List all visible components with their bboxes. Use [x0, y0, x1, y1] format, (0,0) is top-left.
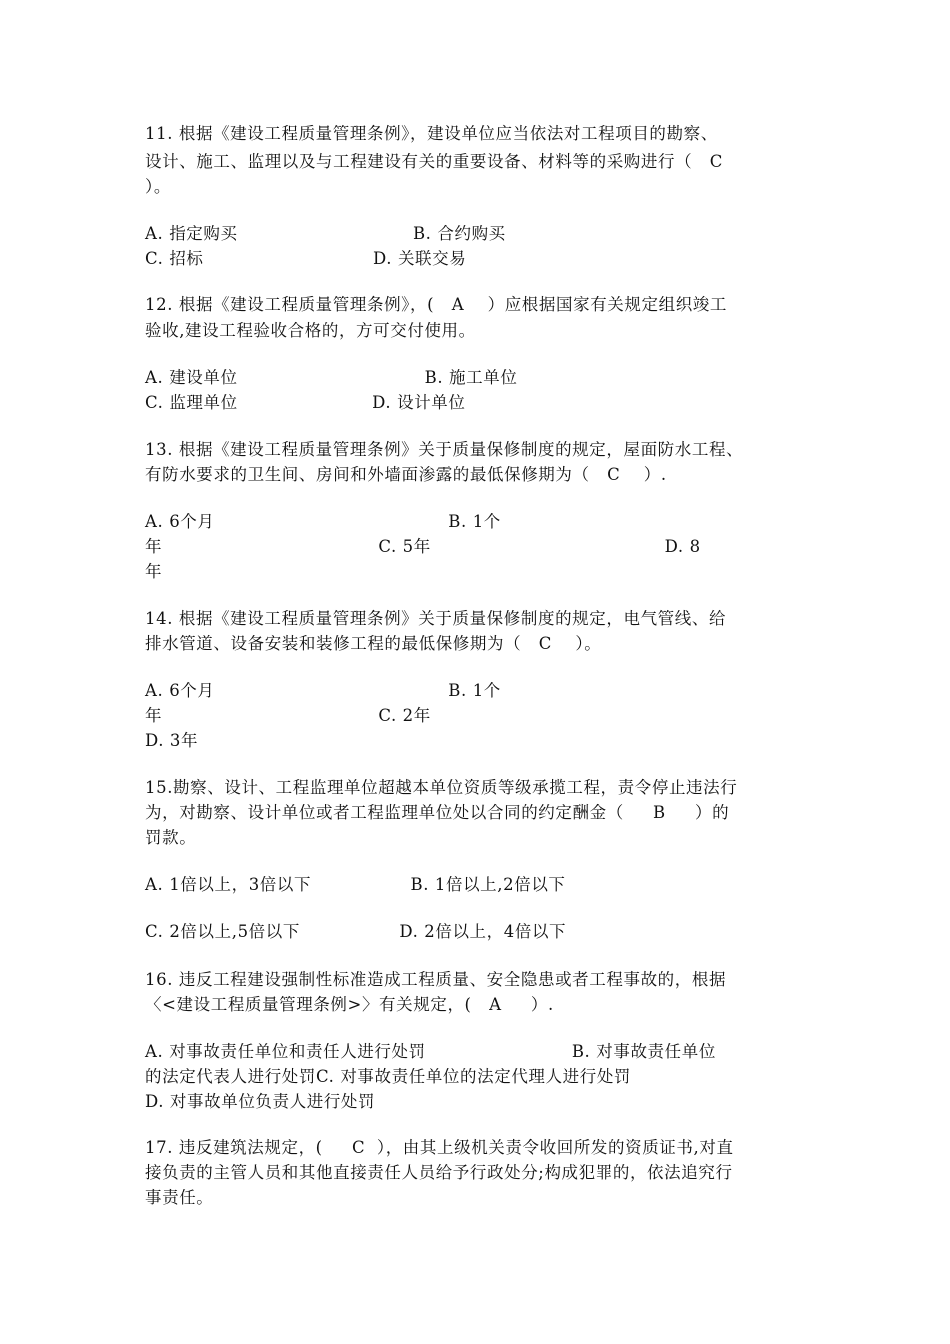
option-line: 年 C. 2年: [145, 706, 431, 725]
option-line: 的法定代表人进行处罚C. 对事故责任单位的法定代理人进行处罚: [145, 1067, 632, 1086]
option-line: A. 指定购买 B. 合约购买: [145, 224, 506, 243]
question-text-line: 15.勘察、设计、工程监理单位超越本单位资质等级承揽工程，责令停止违法行: [145, 778, 738, 797]
question-text-line: 13. 根据《建设工程质量管理条例》关于质量保修制度的规定，屋面防水工程、: [145, 440, 744, 459]
question-text-line: 14. 根据《建设工程质量管理条例》关于质量保修制度的规定，电气管线、给: [145, 609, 727, 628]
option-line: 年 C. 5年 D. 8: [145, 537, 701, 556]
question-text-line: ）。: [145, 177, 171, 196]
question-text-line: 〈<建设工程质量管理条例>〉有关规定，( A ）.: [145, 995, 554, 1014]
option-line: A. 建设单位 B. 施工单位: [145, 368, 518, 387]
option-line: 年: [145, 562, 163, 581]
option-line: C. 2倍以上,5倍以下 D. 2倍以上，4倍以下: [145, 922, 567, 941]
question-text-line: 罚款。: [145, 828, 197, 847]
question-text-line: 验收,建设工程验收合格的，方可交付使用。: [145, 321, 476, 340]
question-text-line: 排水管道、设备安装和装修工程的最低保修期为（ C ）。: [145, 634, 602, 653]
question-text-line: 事责任。: [145, 1188, 214, 1207]
question-text-line: 接负责的主管人员和其他直接责任人员给予行政处分;构成犯罪的，依法追究行: [145, 1163, 733, 1182]
question-text-line: 17. 违反建筑法规定，( C ），由其上级机关责令收回所发的资质证书,对直: [145, 1138, 734, 1157]
option-line: A. 1倍以上，3倍以下 B. 1倍以上,2倍以下: [145, 875, 566, 894]
option-line: C. 招标 D. 关联交易: [145, 249, 467, 268]
option-line: A. 6个月 B. 1个: [145, 681, 501, 700]
option-line: C. 监理单位 D. 设计单位: [145, 393, 466, 412]
question-text-line: 12. 根据《建设工程质量管理条例》，( A ）应根据国家有关规定组织竣工: [145, 295, 728, 314]
option-line: D. 对事故单位负责人进行处罚: [145, 1092, 376, 1111]
question-text-line: 有防水要求的卫生间、房间和外墙面渗露的最低保修期为（ C ）.: [145, 465, 667, 484]
option-line: D. 3年: [145, 731, 199, 750]
option-line: A. 对事故责任单位和责任人进行处罚 B. 对事故责任单位: [145, 1042, 716, 1061]
question-text-line: 设计、施工、监理以及与工程建设有关的重要设备、材料等的采购进行（ C: [145, 152, 723, 171]
option-line: A. 6个月 B. 1个: [145, 512, 501, 531]
question-text-line: 16. 违反工程建设强制性标准造成工程质量、安全隐患或者工程事故的，根据: [145, 970, 727, 989]
question-text-line: 11. 根据《建设工程质量管理条例》，建设单位应当依法对工程项目的勘察、: [145, 124, 718, 143]
question-text-line: 为，对勘察、设计单位或者工程监理单位处以合同的约定酬金（ B ）的: [145, 803, 730, 822]
